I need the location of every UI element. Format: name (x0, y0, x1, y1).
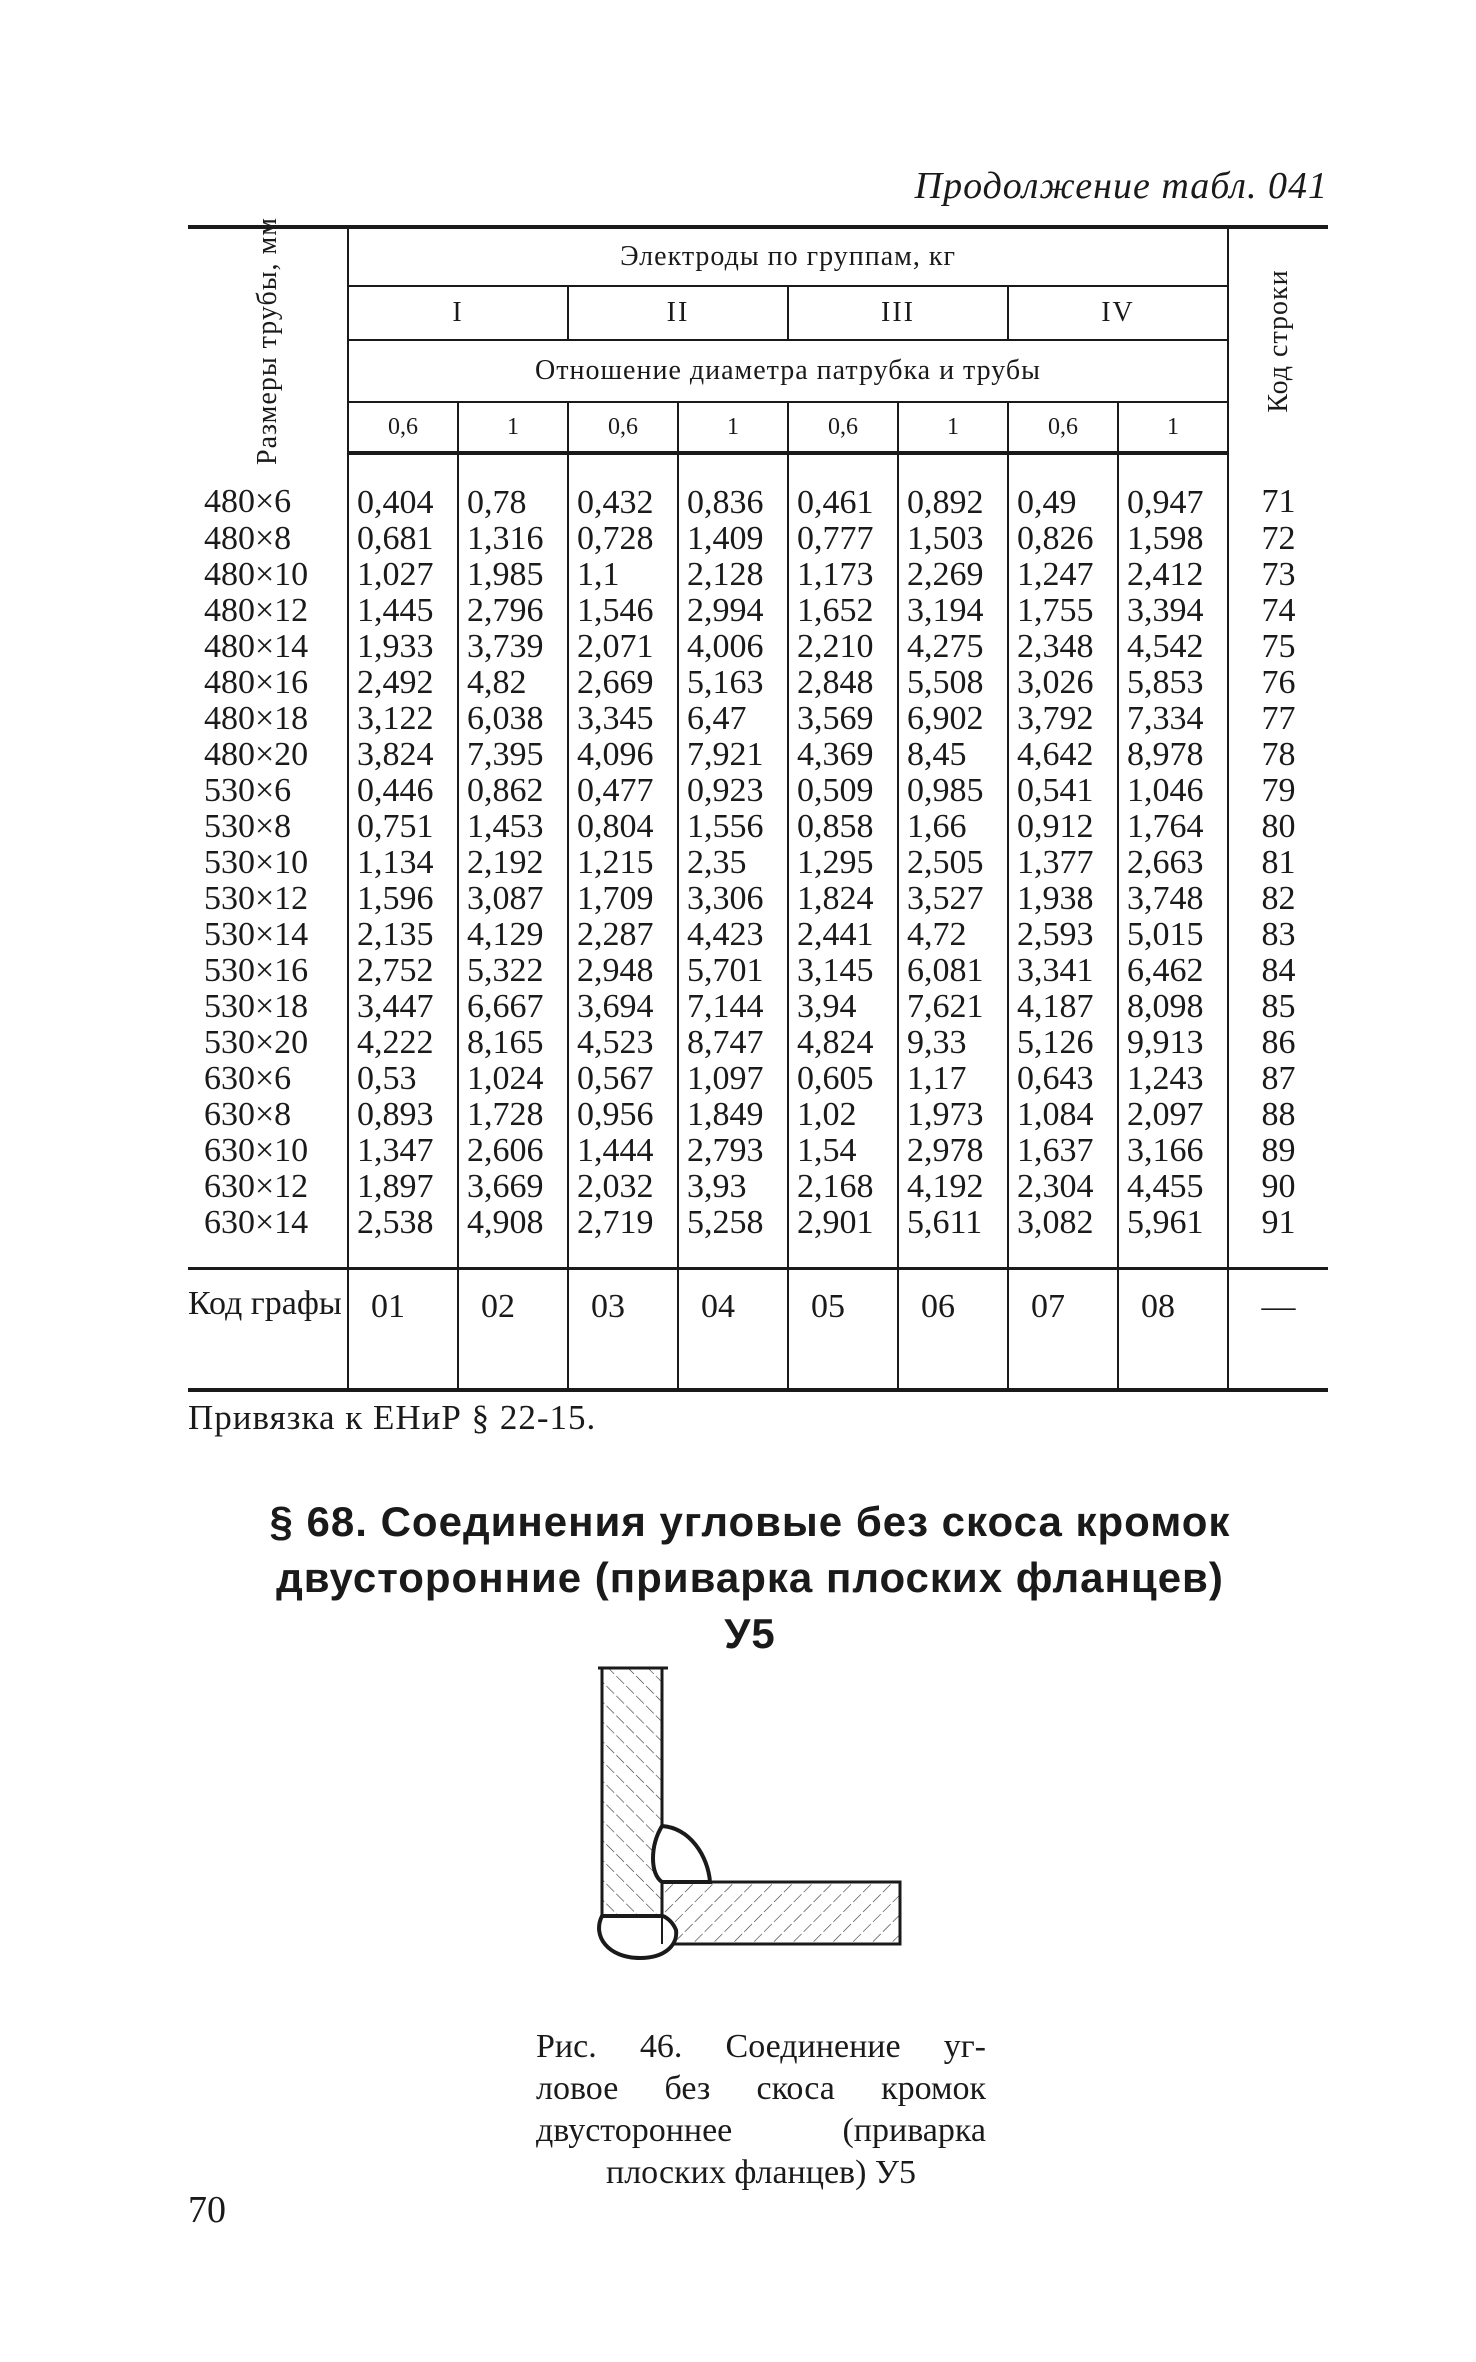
row-code-cell: 87 (1228, 1061, 1328, 1097)
value-cell: 4,455 (1118, 1169, 1228, 1205)
pipe-size-cell: 530×6 (204, 772, 292, 809)
value-cell: 6,902 (898, 701, 1008, 737)
value-cell: 3,122 (348, 701, 458, 737)
table-row (188, 629, 1328, 665)
column-code-cell: 03 (568, 1269, 678, 1391)
table-row (188, 809, 1328, 845)
value-cell: 2,796 (458, 593, 568, 629)
value-cell: 4,369 (788, 737, 898, 773)
value-cell: 6,038 (458, 701, 568, 737)
column-code-cell: 02 (458, 1269, 568, 1391)
value-cell: 2,304 (1008, 1169, 1118, 1205)
row-code-cell: 89 (1228, 1133, 1328, 1169)
value-cell: 0,826 (1008, 521, 1118, 557)
pipe-size-cell: 530×10 (204, 844, 309, 881)
value-cell: 3,669 (458, 1169, 568, 1205)
row-code-cell: 72 (1228, 521, 1328, 557)
column-code-cell: 08 (1118, 1269, 1228, 1391)
value-cell: 3,527 (898, 881, 1008, 917)
value-cell: 2,492 (348, 665, 458, 701)
value-cell: 0,923 (678, 773, 788, 809)
value-cell: 0,643 (1008, 1061, 1118, 1097)
value-cell: 4,006 (678, 629, 788, 665)
value-cell: 0,892 (898, 453, 1008, 521)
value-cell: 3,166 (1118, 1133, 1228, 1169)
group-header-4: IV (1008, 286, 1228, 340)
value-cell: 7,621 (898, 989, 1008, 1025)
value-cell: 4,129 (458, 917, 568, 953)
ratio-cell: 0,6 (348, 402, 458, 453)
value-cell: 2,348 (1008, 629, 1118, 665)
value-cell: 0,912 (1008, 809, 1118, 845)
enir-reference: Привязка к ЕНиР § 22-15. (188, 1398, 597, 1437)
table-row (188, 989, 1328, 1025)
value-cell: 0,605 (788, 1061, 898, 1097)
ratio-cell: 1 (898, 402, 1008, 453)
value-cell: 3,345 (568, 701, 678, 737)
value-cell: 7,921 (678, 737, 788, 773)
table-row (188, 881, 1328, 917)
group-header-2: II (568, 286, 788, 340)
row-code-cell: 73 (1228, 557, 1328, 593)
row-code-cell: 90 (1228, 1169, 1328, 1205)
value-cell: 1,084 (1008, 1097, 1118, 1133)
pipe-size-cell: 530×8 (204, 808, 292, 845)
ratio-cell: 1 (1118, 402, 1228, 453)
table-row (188, 1025, 1328, 1061)
value-cell: 2,593 (1008, 917, 1118, 953)
electrode-consumption-table (188, 217, 1328, 1392)
table-row (188, 737, 1328, 773)
pipe-size-cell: 630×6 (204, 1060, 292, 1097)
row-code-cell: 74 (1228, 593, 1328, 629)
ratio-cell: 0,6 (1008, 402, 1118, 453)
pipe-size-cell: 480×18 (204, 700, 309, 737)
value-cell: 2,071 (568, 629, 678, 665)
weld-joint-figure (580, 1660, 920, 1985)
pipe-size-cell: 530×14 (204, 916, 309, 953)
value-cell: 1,938 (1008, 881, 1118, 917)
value-cell: 2,978 (898, 1133, 1008, 1169)
value-cell: 1,598 (1118, 521, 1228, 557)
value-cell: 3,569 (788, 701, 898, 737)
value-cell: 4,275 (898, 629, 1008, 665)
value-cell: 1,134 (348, 845, 458, 881)
value-cell: 2,192 (458, 845, 568, 881)
value-cell: 3,341 (1008, 953, 1118, 989)
value-cell: 3,739 (458, 629, 568, 665)
value-cell: 0,681 (348, 521, 458, 557)
value-cell: 2,505 (898, 845, 1008, 881)
value-cell: 3,447 (348, 989, 458, 1025)
row-code-cell: 78 (1228, 737, 1328, 773)
value-cell: 0,567 (568, 1061, 678, 1097)
value-cell: 7,144 (678, 989, 788, 1025)
row-code-cell: 83 (1228, 917, 1328, 953)
table-row (188, 1097, 1328, 1133)
figure-caption: Рис. 46. Соединение уг- ловое без скоса кромок двустороннее (приварка плоских фланцев) У5 (536, 2028, 986, 2191)
value-cell: 0,728 (568, 521, 678, 557)
value-cell: 5,015 (1118, 917, 1228, 953)
value-cell: 3,748 (1118, 881, 1228, 917)
value-cell: 3,694 (568, 989, 678, 1025)
value-cell: 3,082 (1008, 1205, 1118, 1269)
value-cell: 5,126 (1008, 1025, 1118, 1061)
table-row (188, 845, 1328, 881)
value-cell: 3,394 (1118, 593, 1228, 629)
value-cell: 0,49 (1008, 453, 1118, 521)
value-cell: 4,824 (788, 1025, 898, 1061)
value-cell: 6,47 (678, 701, 788, 737)
value-cell: 1,764 (1118, 809, 1228, 845)
value-cell: 5,611 (898, 1205, 1008, 1269)
value-cell: 8,747 (678, 1025, 788, 1061)
value-cell: 7,334 (1118, 701, 1228, 737)
row-code-cell: 88 (1228, 1097, 1328, 1133)
value-cell: 1,247 (1008, 557, 1118, 593)
value-cell: 2,752 (348, 953, 458, 989)
value-cell: 6,462 (1118, 953, 1228, 989)
ratio-cell: 0,6 (568, 402, 678, 453)
electrodes-header: Электроды по группам, кг (348, 227, 1228, 286)
pipe-size-cell: 480×16 (204, 664, 309, 701)
column-code-cell: 07 (1008, 1269, 1118, 1391)
value-cell: 1,546 (568, 593, 678, 629)
row-code-cell: 91 (1228, 1205, 1328, 1269)
ratio-cell: 1 (458, 402, 568, 453)
value-cell: 2,128 (678, 557, 788, 593)
value-cell: 6,667 (458, 989, 568, 1025)
value-cell: 1,097 (678, 1061, 788, 1097)
row-code-cell: 81 (1228, 845, 1328, 881)
value-cell: 1,173 (788, 557, 898, 593)
value-cell: 0,541 (1008, 773, 1118, 809)
value-cell: 2,848 (788, 665, 898, 701)
value-cell: 9,33 (898, 1025, 1008, 1061)
value-cell: 2,994 (678, 593, 788, 629)
value-cell: 9,913 (1118, 1025, 1228, 1061)
value-cell: 0,893 (348, 1097, 458, 1133)
table-continuation-label: Продолжение табл. 041 (914, 165, 1328, 207)
column-code-dash: — (1228, 1269, 1328, 1391)
value-cell: 1,445 (348, 593, 458, 629)
value-cell: 6,081 (898, 953, 1008, 989)
ratio-cell: 1 (678, 402, 788, 453)
corner-joint-drawing (580, 1660, 920, 1980)
value-cell: 2,663 (1118, 845, 1228, 881)
table-row (188, 917, 1328, 953)
table-row (188, 773, 1328, 809)
value-cell: 4,423 (678, 917, 788, 953)
value-cell: 2,669 (568, 665, 678, 701)
page-number: 70 (188, 2189, 226, 2231)
value-cell: 0,78 (458, 453, 568, 521)
pipe-size-cell: 530×12 (204, 880, 309, 917)
value-cell: 1,849 (678, 1097, 788, 1133)
value-cell: 2,35 (678, 845, 788, 881)
value-cell: 1,556 (678, 809, 788, 845)
table-row (188, 593, 1328, 629)
pipe-size-cell: 480×20 (204, 736, 309, 773)
value-cell: 8,098 (1118, 989, 1228, 1025)
value-cell: 2,719 (568, 1205, 678, 1269)
group-header-1: I (348, 286, 568, 340)
pipe-size-cell: 480×8 (204, 520, 292, 557)
value-cell: 1,652 (788, 593, 898, 629)
value-cell: 1,409 (678, 521, 788, 557)
row-code-header: Код строки (1228, 227, 1328, 453)
pipe-size-cell: 480×14 (204, 628, 309, 665)
ratio-cell: 0,6 (788, 402, 898, 453)
value-cell: 5,701 (678, 953, 788, 989)
ratio-header: Отношение диаметра патрубка и трубы (348, 340, 1228, 402)
value-cell: 0,477 (568, 773, 678, 809)
value-cell: 1,54 (788, 1133, 898, 1169)
value-cell: 1,933 (348, 629, 458, 665)
value-cell: 3,93 (678, 1169, 788, 1205)
table-row (188, 557, 1328, 593)
value-cell: 1,024 (458, 1061, 568, 1097)
value-cell: 5,163 (678, 665, 788, 701)
value-cell: 4,187 (1008, 989, 1118, 1025)
value-cell: 1,347 (348, 1133, 458, 1169)
row-code-cell: 71 (1228, 453, 1328, 521)
value-cell: 1,243 (1118, 1061, 1228, 1097)
value-cell: 0,858 (788, 809, 898, 845)
value-cell: 0,985 (898, 773, 1008, 809)
pipe-size-cell: 630×10 (204, 1132, 309, 1169)
row-code-cell: 75 (1228, 629, 1328, 665)
table-row (188, 1169, 1328, 1205)
row-code-cell: 84 (1228, 953, 1328, 989)
value-cell: 1,596 (348, 881, 458, 917)
pipe-size-cell: 630×8 (204, 1096, 292, 1133)
value-cell: 2,441 (788, 917, 898, 953)
value-cell: 8,978 (1118, 737, 1228, 773)
value-cell: 0,404 (348, 453, 458, 521)
value-cell: 1,66 (898, 809, 1008, 845)
value-cell: 0,446 (348, 773, 458, 809)
value-cell: 1,02 (788, 1097, 898, 1133)
value-cell: 1,728 (458, 1097, 568, 1133)
value-cell: 0,956 (568, 1097, 678, 1133)
value-cell: 0,461 (788, 453, 898, 521)
value-cell: 4,222 (348, 1025, 458, 1061)
value-cell: 2,032 (568, 1169, 678, 1205)
row-code-cell: 80 (1228, 809, 1328, 845)
pipe-size-cell: 530×16 (204, 952, 309, 989)
value-cell: 4,642 (1008, 737, 1118, 773)
value-cell: 0,53 (348, 1061, 458, 1097)
value-cell: 1,295 (788, 845, 898, 881)
value-cell: 2,168 (788, 1169, 898, 1205)
column-code-cell: 04 (678, 1269, 788, 1391)
pipe-size-cell: 630×14 (204, 1204, 309, 1241)
value-cell: 2,948 (568, 953, 678, 989)
pipe-size-cell: 480×12 (204, 592, 309, 629)
table-row (188, 453, 1328, 521)
value-cell: 4,096 (568, 737, 678, 773)
value-cell: 1,444 (568, 1133, 678, 1169)
value-cell: 3,824 (348, 737, 458, 773)
value-cell: 4,523 (568, 1025, 678, 1061)
value-cell: 0,836 (678, 453, 788, 521)
column-code-label: Код графы (188, 1269, 348, 1391)
value-cell: 1,637 (1008, 1133, 1118, 1169)
table-row (188, 953, 1328, 989)
value-cell: 0,432 (568, 453, 678, 521)
value-cell: 4,192 (898, 1169, 1008, 1205)
value-cell: 1,709 (568, 881, 678, 917)
value-cell: 2,135 (348, 917, 458, 953)
row-code-cell: 77 (1228, 701, 1328, 737)
table-row (188, 701, 1328, 737)
row-code-cell: 86 (1228, 1025, 1328, 1061)
column-code-cell: 05 (788, 1269, 898, 1391)
value-cell: 2,901 (788, 1205, 898, 1269)
value-cell: 2,287 (568, 917, 678, 953)
value-cell: 1,985 (458, 557, 568, 593)
value-cell: 1,453 (458, 809, 568, 845)
pipe-size-cell: 530×20 (204, 1024, 309, 1061)
value-cell: 2,606 (458, 1133, 568, 1169)
value-cell: 2,793 (678, 1133, 788, 1169)
value-cell: 0,947 (1118, 453, 1228, 521)
value-cell: 1,897 (348, 1169, 458, 1205)
value-cell: 1,755 (1008, 593, 1118, 629)
value-cell: 1,316 (458, 521, 568, 557)
value-cell: 2,269 (898, 557, 1008, 593)
value-cell: 2,210 (788, 629, 898, 665)
value-cell: 1,377 (1008, 845, 1118, 881)
pipe-size-cell: 480×6 (204, 483, 292, 520)
value-cell: 1,046 (1118, 773, 1228, 809)
table-row (188, 521, 1328, 557)
value-cell: 1,17 (898, 1061, 1008, 1097)
value-cell: 3,194 (898, 593, 1008, 629)
table-row (188, 1061, 1328, 1097)
row-code-cell: 79 (1228, 773, 1328, 809)
row-code-cell: 85 (1228, 989, 1328, 1025)
value-cell: 8,165 (458, 1025, 568, 1061)
table-row (188, 665, 1328, 701)
value-cell: 5,961 (1118, 1205, 1228, 1269)
row-code-cell: 82 (1228, 881, 1328, 917)
column-code-cell: 06 (898, 1269, 1008, 1391)
value-cell: 5,258 (678, 1205, 788, 1269)
pipe-size-cell: 630×12 (204, 1168, 309, 1205)
value-cell: 1,1 (568, 557, 678, 593)
value-cell: 4,72 (898, 917, 1008, 953)
value-cell: 4,908 (458, 1205, 568, 1269)
section-heading: § 68. Соединения угловые без скоса кромок двусторонние (приварка плоских фланцев) У5 (269, 1498, 1231, 1657)
value-cell: 3,792 (1008, 701, 1118, 737)
value-cell: 0,862 (458, 773, 568, 809)
value-cell: 4,542 (1118, 629, 1228, 665)
value-cell: 1,027 (348, 557, 458, 593)
size-column-header: Размеры трубы, мм (251, 217, 283, 465)
value-cell: 1,503 (898, 521, 1008, 557)
value-cell: 0,777 (788, 521, 898, 557)
group-header-3: III (788, 286, 1008, 340)
value-cell: 1,973 (898, 1097, 1008, 1133)
value-cell: 1,824 (788, 881, 898, 917)
pipe-size-cell: 480×10 (204, 556, 309, 593)
value-cell: 0,804 (568, 809, 678, 845)
value-cell: 3,026 (1008, 665, 1118, 701)
value-cell: 7,395 (458, 737, 568, 773)
column-code-cell: 01 (348, 1269, 458, 1391)
value-cell: 5,508 (898, 665, 1008, 701)
value-cell: 3,94 (788, 989, 898, 1025)
value-cell: 5,322 (458, 953, 568, 989)
value-cell: 0,751 (348, 809, 458, 845)
value-cell: 1,215 (568, 845, 678, 881)
row-code-cell: 76 (1228, 665, 1328, 701)
table-row (188, 1133, 1328, 1169)
value-cell: 2,538 (348, 1205, 458, 1269)
pipe-size-cell: 530×18 (204, 988, 309, 1025)
value-cell: 5,853 (1118, 665, 1228, 701)
value-cell: 3,145 (788, 953, 898, 989)
value-cell: 4,82 (458, 665, 568, 701)
value-cell: 3,306 (678, 881, 788, 917)
value-cell: 0,509 (788, 773, 898, 809)
value-cell: 2,097 (1118, 1097, 1228, 1133)
value-cell: 8,45 (898, 737, 1008, 773)
value-cell: 3,087 (458, 881, 568, 917)
table-row (188, 1205, 1328, 1269)
value-cell: 2,412 (1118, 557, 1228, 593)
